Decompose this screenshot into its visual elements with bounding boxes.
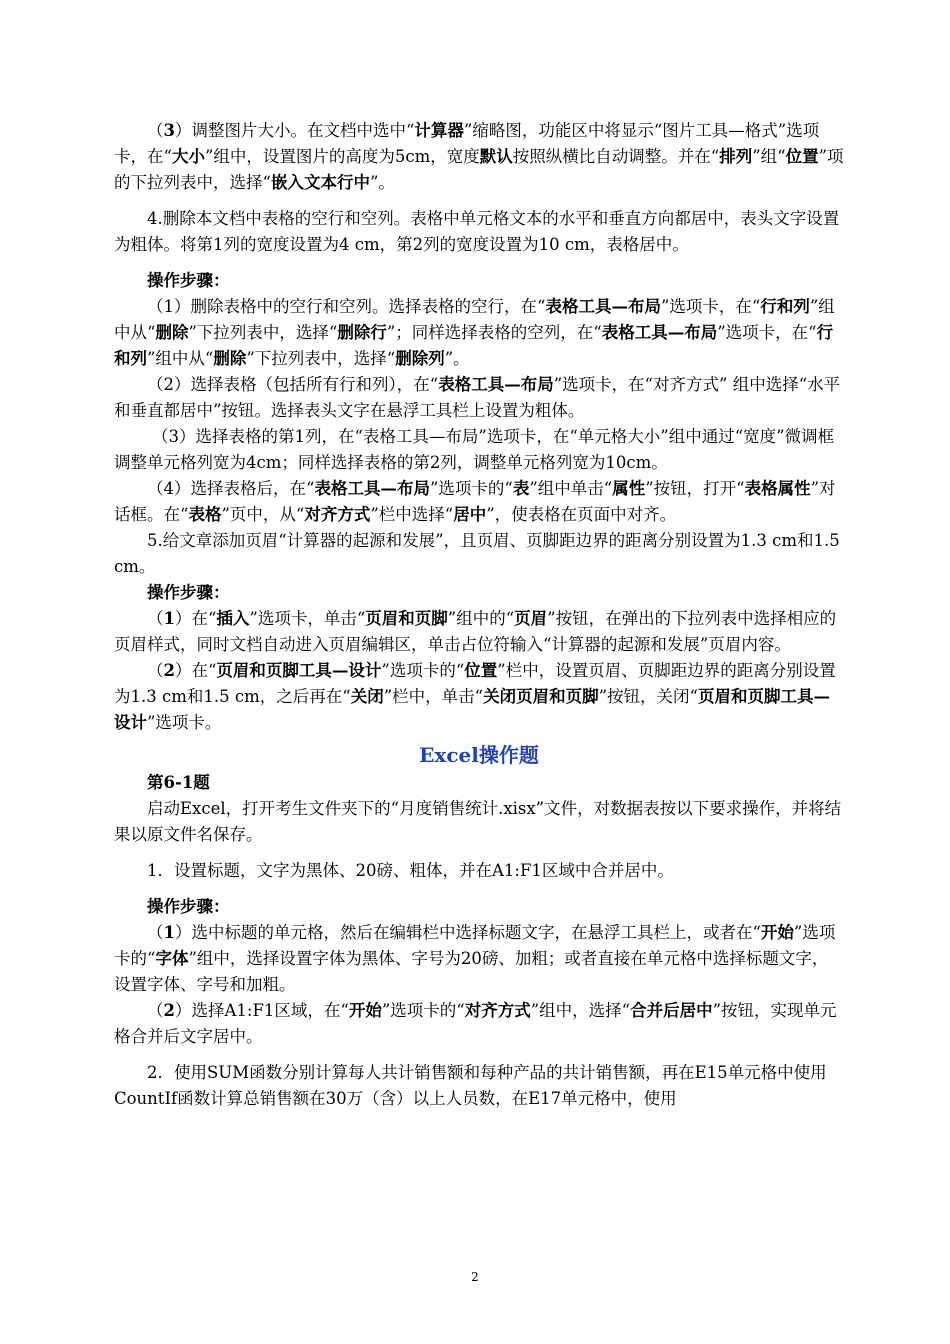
bold-text: 页眉和页脚工具—设计 [114, 687, 830, 732]
text-run: 操作步骤： [147, 271, 230, 290]
bold-text: 计算器 [414, 121, 464, 140]
text-run: （ [147, 121, 164, 140]
bold-text: 开始 [760, 923, 794, 942]
bold-text: 删除行 [337, 323, 387, 342]
text-run: ”项的下拉列表中，选择“ [114, 147, 844, 192]
bold-text: 行和列 [760, 297, 810, 316]
text-run: ”组中的“ [447, 609, 515, 628]
text-run: （4）选择表格后，在“ [147, 479, 315, 498]
text-run: 4.删除本文档中表格的空行和空列。表格中单元格文本的水平和垂直方向都居中，表头文字设置为粗体。将第1列的宽度设置为4 cm，第2列的宽度设置为10 cm，表格居中。 [114, 209, 840, 254]
text-run: 按照纵横比自动调整。并在“ [512, 147, 720, 166]
bold-text: 2 [163, 661, 175, 680]
excel-task1-step1 [114, 920, 844, 998]
task4-description [114, 206, 844, 258]
text-run: ”选项卡的“ [114, 923, 836, 968]
bold-text: 页眉和页脚工具—设计 [216, 661, 382, 680]
bold-text: 表格工具—布局 [601, 323, 718, 342]
bold-text: 位置 [464, 661, 498, 680]
text-run: ”组中，设置图片的高度为5cm，宽度 [204, 147, 480, 166]
text-run: （2）选择表格（包括所有行和列），在“ [147, 375, 439, 394]
text-run: ”选项卡的“ [429, 479, 513, 498]
bold-text: 合并后居中 [630, 1001, 713, 1020]
text-run: ”组“ [752, 147, 786, 166]
bold-text: 对齐方式 [304, 505, 371, 524]
text-run: ”选项卡。 [147, 713, 222, 732]
task4-step1 [114, 294, 844, 372]
bold-text: 行和列 [114, 323, 834, 368]
steps-heading-1 [114, 268, 844, 294]
text-run: 操作步骤： [147, 583, 230, 602]
text-run: ”栏中，单击“ [383, 687, 484, 706]
text-run: ”。 [369, 173, 395, 192]
task4-step3 [114, 424, 844, 476]
text-run: ”组中单击“ [529, 479, 613, 498]
text-run: （1）删除表格中的空行和空列。选择表格的空行，在“ [147, 297, 546, 316]
text-run: ”选项卡，在“ [660, 297, 761, 316]
text-run: ”下拉列表中，选择“ [188, 323, 338, 342]
text-run: ”。 [444, 349, 470, 368]
text-run: （ [147, 609, 164, 628]
text-run: （ [147, 923, 164, 942]
bold-text: 排列 [719, 147, 753, 166]
bold-text: 删除 [213, 349, 247, 368]
text-run: ”按钮，关闭“ [598, 687, 698, 706]
bold-text: 1 [163, 923, 175, 942]
text-run: ”对话框。在“ [114, 479, 836, 524]
text-run: ”；同样选择表格的空列，在“ [386, 323, 602, 342]
page-number: 2 [471, 1270, 479, 1284]
bold-text: 嵌入文本行中 [270, 173, 370, 192]
bold-text: 字体 [155, 949, 189, 968]
excel-task1-description [114, 858, 844, 884]
text-run: ”缩略图，功能区中将显示“图片工具—格式”选项卡，在“ [114, 121, 820, 166]
text-run: ”按钮，打开“ [645, 479, 745, 498]
task4-step4 [114, 476, 844, 528]
bold-text: 表格工具—布局 [438, 375, 554, 394]
bold-text: 2 [163, 1001, 175, 1020]
bold-text: 删除列 [395, 349, 445, 368]
text-run: ”下拉列表中，选择“ [246, 349, 396, 368]
bold-text: 1 [163, 609, 175, 628]
bold-text: 对齐方式 [464, 1001, 531, 1020]
bold-text: 页眉和页脚 [365, 609, 448, 628]
bold-text: 插入 [216, 609, 250, 628]
bold-text: 表格 [188, 505, 222, 524]
text-run: ”按钮，在弹出的下拉列表中选择相应的页眉样式，同时文档自动进入页眉编辑区，单击占位符输入“计算器的起源和发展”页眉内容。 [114, 609, 837, 654]
text-run: ”按钮，实现单元格合并后文字居中。 [114, 1001, 837, 1046]
question-6-1-label [114, 770, 844, 796]
text-run: ”选项卡，单击“ [249, 609, 366, 628]
bold-text: 位置 [785, 147, 819, 166]
excel-task2-description [114, 1060, 844, 1112]
steps-heading-3 [114, 894, 844, 920]
text-run: 2．使用SUM函数分别计算每人共计销售额和每种产品的共计销售额，再在E15单元格中使用CountIf函数计算总销售额在30万（含）以上人员数，在E17单元格中，使用 [114, 1063, 827, 1108]
bold-text: 3 [163, 121, 175, 140]
excel-section-title [114, 742, 844, 768]
text-run: ”组中从“ [147, 349, 214, 368]
bold-text: 页眉 [514, 609, 548, 628]
bold-text: 居中 [453, 505, 487, 524]
text-run: ”组中，选择设置字体为黑体、字号为20磅、加粗；或者直接在单元格中选择标题文字，设置字体、字号和加粗。 [114, 949, 829, 994]
task5-description [114, 528, 844, 580]
text-run: ”栏中选择“ [370, 505, 454, 524]
question-6-1-intro [114, 796, 844, 848]
text-run: 操作步骤： [147, 897, 230, 916]
step3-resize-image [114, 118, 844, 196]
bold-text: 关闭页眉和页脚 [483, 687, 599, 706]
text-run: ”选项卡，在“对齐方式” 组中选择“水平和垂直都居中”按钮。选择表头文字在悬浮工具栏上设置为粗体。 [114, 375, 841, 420]
bold-text: 表 [512, 479, 530, 498]
text-run: 5.给文章添加页眉“计算器的起源和发展”，且页眉、页脚距边界的距离分别设置为1.3 cm和1.5 cm。 [114, 531, 840, 576]
bold-text: 删除 [155, 323, 189, 342]
bold-text: 关闭 [350, 687, 384, 706]
bold-text: 属性 [612, 479, 646, 498]
task5-step2 [114, 658, 844, 736]
text-run: 启动Excel，打开考生文件夹下的“月度销售统计.xisx”文件，对数据表按以下要求操作，并将结果以原文件名保存。 [114, 799, 842, 844]
text-run: ）选择A1:F1区域，在“ [174, 1001, 349, 1020]
text-run: 1．设置标题，文字为黑体、20磅、粗体，并在A1:F1区域中合并居中。 [147, 861, 674, 880]
text-run: ”栏中，设置页眉、页脚距边界的距离分别设置为1.3 cm和1.5 cm，之后再在“ [114, 661, 836, 706]
task5-step1 [114, 606, 844, 658]
text-run: 第6-1题 [147, 773, 210, 792]
text-run: ）选中标题的单元格，然后在编辑栏中选择标题文字，在悬浮工具栏上，或者在“ [174, 923, 761, 942]
excel-task1-step2 [114, 998, 844, 1050]
text-run: （ [147, 661, 164, 680]
text-run: Excel操作题 [419, 743, 539, 767]
text-run: （3）选择表格的第1列，在“表格工具—布局”选项卡，在“单元格大小”组中通过“宽度”微调框调整单元格列宽为4cm；同样选择表格的第2列，调整单元格列宽为10cm。 [114, 427, 835, 472]
bold-text: 表格属性 [744, 479, 811, 498]
task4-step2 [114, 372, 844, 424]
text-run: ”组中从“ [114, 297, 835, 342]
text-run: ”页中，从“ [221, 505, 305, 524]
text-run: ）在“ [174, 609, 217, 628]
document-body [114, 118, 844, 1112]
bold-text: 开始 [348, 1001, 382, 1020]
text-run: ）调整图片大小。在文档中选中“ [174, 121, 415, 140]
bold-text: 表格工具—布局 [314, 479, 430, 498]
text-run: （ [147, 1001, 164, 1020]
bold-text: 大小 [171, 147, 205, 166]
steps-heading-2 [114, 580, 844, 606]
text-run: ”，使表格在页面中对齐。 [486, 505, 677, 524]
bold-text: 表格工具—布局 [545, 297, 661, 316]
text-run: ”选项卡，在“ [717, 323, 817, 342]
bold-text: 默认 [479, 147, 513, 166]
text-run: ”组中，选择“ [530, 1001, 631, 1020]
text-run: ”选项卡的“ [381, 1001, 465, 1020]
text-run: ）在“ [174, 661, 217, 680]
text-run: ”选项卡的“ [381, 661, 465, 680]
